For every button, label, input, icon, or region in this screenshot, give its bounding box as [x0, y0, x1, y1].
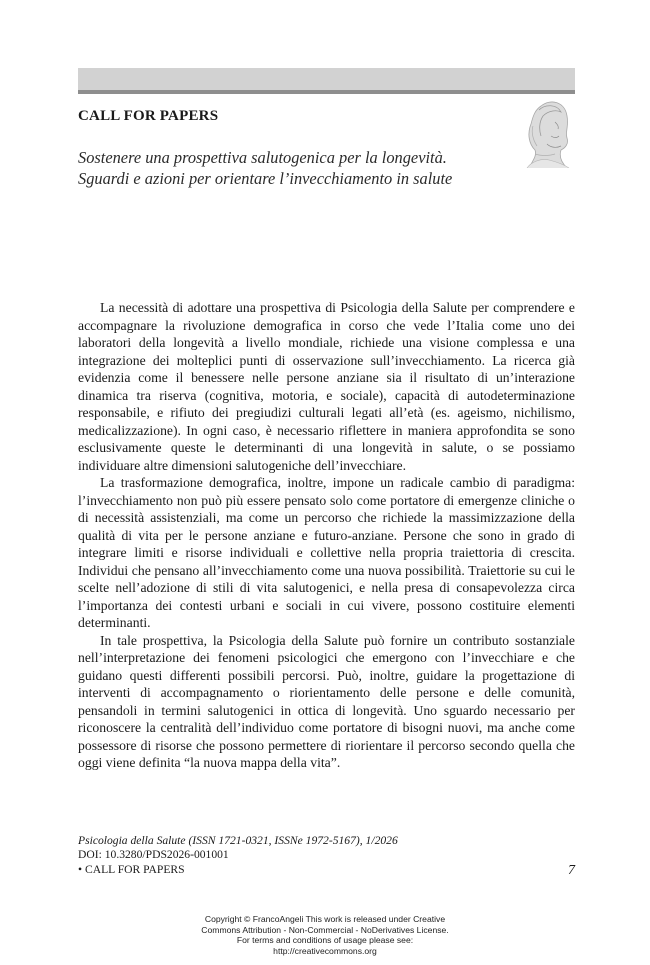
body-text	[78, 299, 575, 772]
body-paragraph: La trasformazione demografica, inoltre, impone un radicale cambio di paradigma: l’invecchiamento non può più essere pensato solo come portatore di emergenze cliniche o di necessità assistenziali, ma come un percorso che richiede la massimizzazione della qualità di vita per le persone anziane e futuro-anziane. Persone che sono in grado di integrare limiti e risorse individuali e collettive nella propria traiettoria di crescita. Individui che pensano all’invecchiamento come una nuova possibilità. Traiettorie su cui le scelte nell’adozione di stili di vita salutogenici, e nella presa di consapevolezza circa l’importanza dei contesti urbani e sociali in cui vivere, possono costituire elementi determinanti.	[78, 475, 575, 630]
body-paragraph: In tale prospettiva, la Psicologia della Salute può fornire un contributo sostanziale nell’interpretazione dei fenomeni psicologici che emergono con l’invecchiare e che guidano questi differenti possibili percorsi. Può, inoltre, guidare la progettazione di interventi di accompagnamento o riorientamento delle persone e delle comunità, pensandoli in termini salutogenici in ottica di longevità. Uno sguardo necessario per riconoscere la centralità dell’individuo come portatore di bisogni nuovi, ma anche come possessore di risorse che possono permettere di riorientare il percorso secondo quella che oggi viene definita “la nuova mappa della vita”.	[78, 632, 575, 770]
article-subtitle	[78, 147, 548, 189]
license-notice	[150, 914, 500, 956]
license-line: For terms and conditions of usage please see:	[236, 935, 414, 946]
license-line: Copyright © FrancoAngeli This work is released under Creative	[204, 914, 446, 924]
header-rule	[78, 90, 575, 94]
subtitle-line-2: Sguardi e azioni per orientare l’invecchiamento in salute	[78, 169, 453, 188]
section-title: CALL FOR PAPERS	[78, 108, 219, 124]
license-line: Commons Attribution - Non-Commercial - NoDerivatives License.	[201, 924, 449, 935]
page-number: 7	[568, 863, 575, 878]
journal-citation: Psicologia della Salute (ISSN 1721-0321, ISSNe 1972-5167), 1/2026	[78, 834, 398, 847]
subtitle-line-1: Sostenere una prospettiva salutogenica per la longevità.	[78, 148, 447, 167]
body-paragraph: La necessità di adottare una prospettiva di Psicologia della Salute per comprendere e accompagnare la rivoluzione demografica in corso che vede l’Italia come uno dei laboratori della longevità a livello mondiale, richiede una visione complessa e una integrazione dei molteplici punti di osservazione sull’invecchiamento. La ricerca già evidenzia come il benessere nelle persone anziane sia il risultato di un’interazione dinamica tra riserva (cognitiva, motoria, e sociale), capacità di autodeterminazione responsabile, e rifiuto dei pregiudizi culturali legati all’età (es. ageismo, nichilismo, medicalizzazione). In ogni caso, è necessario riflettere in maniera approfondita se sono esclusivamente queste le determinanti di una longevità in salute, o se possiamo individuare altre dimensioni salutogeniche dell’invecchiare.	[78, 300, 575, 473]
footer-section-label: • CALL FOR PAPERS	[78, 862, 185, 876]
license-link[interactable]: http://creativecommons.org	[273, 945, 377, 956]
header-bar	[78, 68, 575, 90]
page-footer	[78, 834, 575, 877]
doi-text: DOI: 10.3280/PDS2026-001001	[78, 848, 229, 862]
